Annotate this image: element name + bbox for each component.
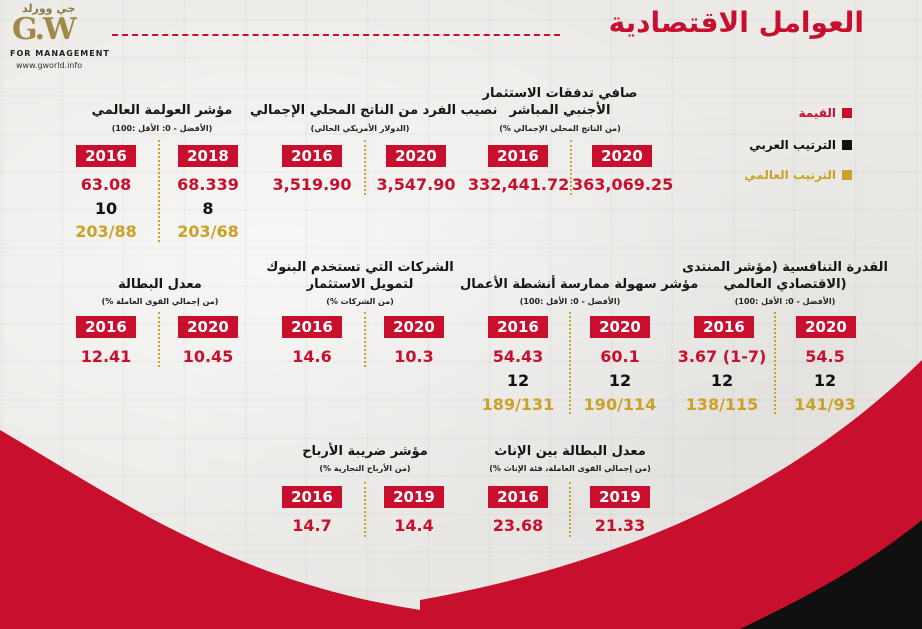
block-subtitle: (% من إجمالي القوى العاملة) [101,297,219,306]
year-badge: 2016 [282,316,342,338]
logo-subtitle: FOR MANAGEMENT [10,49,110,58]
value-text: 3,519.90 [272,175,352,194]
legend-label: الترتيب العربي [749,138,836,152]
block-subtitle: (100: الأفضل - 0: الأقل) [519,297,621,306]
column-divider [158,312,160,367]
column-divider [774,312,776,414]
value-text: 14.4 [394,516,434,535]
year-badge: 2016 [282,145,342,167]
value-text: 23.68 [492,516,544,535]
block-title-line2: الاقتصادي العالمي) [723,277,847,292]
block-title: نصيب الفرد من الناتج المحلي الإجمالي [250,103,498,118]
world-rank-text: 203/68 [177,222,239,241]
value-text: 68.339 [177,175,239,194]
world-rank-text: 203/88 [75,222,137,241]
value-text: 54.43 [492,347,544,366]
block-subtitle: (الدولار الأمريكي الحالي) [310,124,410,133]
value-text: 10.3 [394,347,434,366]
block-subtitle: (% من إجمالي القوى العاملة، فئة الإناث) [489,464,651,473]
legend-label: الترتيب العالمي [744,168,836,182]
block-subtitle: (100: الأفضل - 0: الأقل) [734,297,836,306]
value-text: 60.1 [600,347,640,366]
arab-rank-text: 8 [202,199,214,218]
title-dashed-line [112,34,560,36]
block-title: مؤشر العولمة العالمي [91,103,233,118]
block-title: مؤشر سهولة ممارسة أنشطة الأعمال [460,277,699,292]
world-rank-text: 189/131 [481,395,555,414]
page-title: العوامل الاقتصادية [608,6,864,39]
year-badge: 2016 [76,316,136,338]
brand-logo [6,2,110,74]
year-badge: 2018 [178,145,238,167]
value-text: 3,547.90 [376,175,456,194]
legend-item-arab-rank [749,138,852,152]
legend-item-world-rank [744,168,852,182]
value-text: 14.7 [292,516,332,535]
year-badge: 2016 [76,145,136,167]
value-text: 21.33 [594,516,646,535]
block-subtitle: (% من الناتج المحلي الإجمالي) [499,124,621,133]
logo-url: www.gworld.info [16,61,83,70]
arab-rank-text: 12 [813,371,837,390]
block-title: الشركات التي تستخدم البنوك [266,260,454,275]
year-badge: 2020 [590,316,650,338]
block-title-line2: الأجنبي المباشر [509,103,611,118]
year-badge: 2016 [282,486,342,508]
column-divider [158,140,160,242]
block-title: معدل البطالة بين الإناث [494,444,646,459]
year-badge: 2016 [694,316,754,338]
block-title-line2: لتمويل الاستثمار [306,277,414,292]
year-badge: 2020 [384,316,444,338]
value-text: 3.67 (1-7) [677,347,767,366]
legend-swatch-gold [842,170,852,180]
year-badge: 2016 [488,316,548,338]
legend-label: القيمة [798,106,836,120]
legend-swatch-black [842,140,852,150]
year-badge: 2019 [590,486,650,508]
year-badge: 2016 [488,486,548,508]
value-text: 363,069.25 [572,175,674,194]
arab-rank-text: 12 [608,371,632,390]
block-subtitle: (% من الأرباح التجارية) [319,464,411,473]
block-subtitle: (% من الشركات) [326,297,394,306]
value-text: 332,441.72 [468,175,570,194]
block-title: مؤشر ضريبة الأرباح [302,444,428,459]
block-title: معدل البطالة [118,277,202,292]
year-badge: 2020 [796,316,856,338]
value-text: 14.6 [292,347,332,366]
block-title: القدرة التنافسية (مؤشر المنتدى [682,260,888,275]
arab-rank-text: 10 [94,199,118,218]
world-rank-text: 190/114 [583,395,657,414]
logo-mark: G.W [12,12,75,47]
column-divider [569,482,571,537]
year-badge: 2020 [592,145,652,167]
year-badge: 2020 [178,316,238,338]
world-rank-text: 141/93 [794,395,856,414]
arab-rank-text: 12 [710,371,734,390]
block-subtitle: (100: الأفضل - 0: الأقل) [111,124,213,133]
year-badge: 2020 [386,145,446,167]
year-badge: 2019 [384,486,444,508]
value-text: 12.41 [80,347,132,366]
legend-item-value [799,106,852,120]
block-title: صافي تدفقات الاستثمار [482,86,638,101]
value-text: 10.45 [182,347,234,366]
logo-arabic-text: جي وورلد [22,2,76,15]
world-rank-text: 138/115 [685,395,759,414]
value-text: 54.5 [805,347,845,366]
legend-swatch-red [842,108,852,118]
value-text: 63.08 [80,175,132,194]
year-badge: 2016 [488,145,548,167]
arab-rank-text: 12 [506,371,530,390]
column-divider [569,312,571,414]
